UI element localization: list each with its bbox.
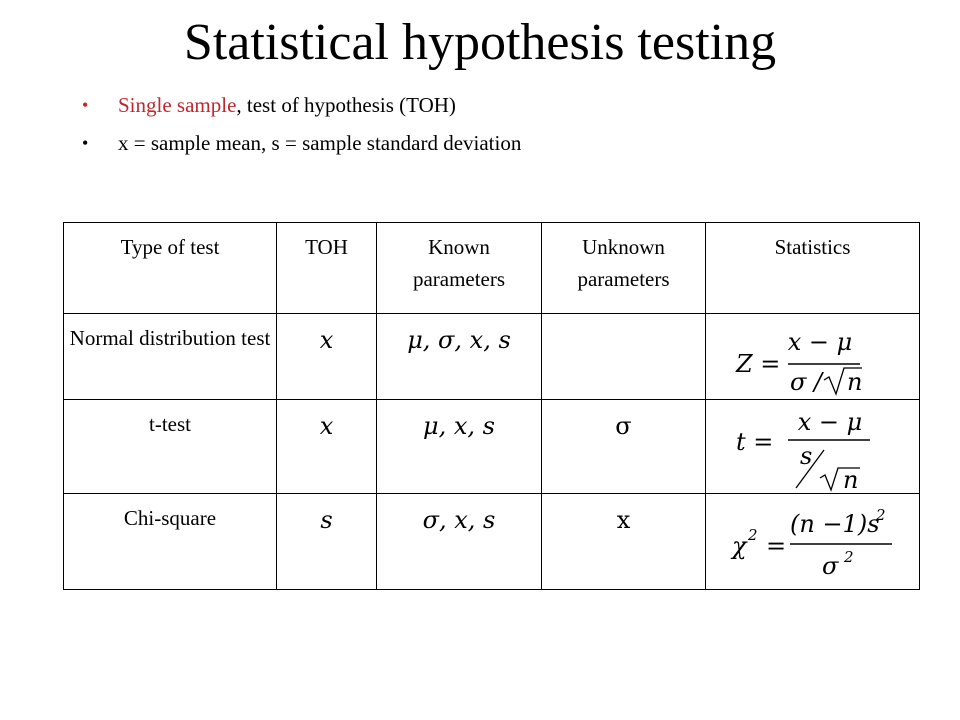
formula-root: n [847, 368, 863, 396]
bullet-dot: • [82, 95, 89, 115]
formula-num-superscript: 2 [876, 506, 886, 524]
cell-unknown [542, 400, 706, 494]
cell-test-type: Chi-square [64, 494, 277, 590]
toh-symbol: x [319, 412, 334, 440]
toh-symbol: s [320, 506, 333, 534]
header-known-parameters: Known parameters [377, 223, 542, 314]
formula-lhs: t = [736, 428, 774, 456]
cell-unknown [542, 494, 706, 590]
formula-denominator: σ [822, 552, 839, 580]
bullet-item [82, 86, 521, 124]
cell-toh [277, 314, 377, 400]
hypothesis-test-table [63, 222, 920, 590]
bullet-text: x = sample mean, s = sample standard deviation [118, 131, 522, 155]
bullet-accent-text: Single sample [118, 93, 237, 117]
chi-square-formula [710, 502, 920, 588]
page-title: Statistical hypothesis testing [183, 14, 777, 71]
formula-den-top: s [800, 442, 813, 470]
cell-known [377, 314, 542, 400]
header-unknown-parameters: Unknown parameters [542, 223, 706, 314]
formula-den-superscript: 2 [844, 548, 854, 566]
table-row [64, 314, 920, 400]
bullet-list [82, 86, 521, 162]
bullet-text: , test of hypothesis (TOH) [236, 93, 456, 117]
toh-symbol: x [319, 326, 334, 354]
cell-known [377, 400, 542, 494]
cell-statistics [706, 494, 920, 590]
formula-equals: = [766, 532, 787, 560]
formula-root: n [843, 466, 859, 492]
formula-numerator: x − μ [797, 408, 863, 436]
cell-unknown [542, 314, 706, 400]
formula-denominator: σ / [790, 368, 823, 396]
table-row [64, 400, 920, 494]
unknown-params: σ [615, 412, 632, 440]
formula-lhs-superscript: 2 [748, 526, 758, 544]
formula-numerator: (n −1)s [790, 510, 880, 538]
t-statistic-formula [710, 408, 920, 492]
table-header-row [64, 223, 920, 314]
formula-lhs: Z = [736, 350, 781, 378]
formula-numerator: x − μ [787, 328, 853, 356]
bullet-item [82, 124, 521, 162]
unknown-params: x [616, 506, 631, 534]
bullet-dot: • [82, 133, 89, 153]
known-params: σ, x, s [422, 506, 496, 534]
known-params: μ, x, s [423, 412, 495, 440]
cell-test-type: t-test [64, 400, 277, 494]
cell-known [377, 494, 542, 590]
cell-statistics [706, 400, 920, 494]
cell-toh [277, 494, 377, 590]
header-type-of-test: Type of test [64, 223, 277, 314]
cell-toh [277, 400, 377, 494]
header-toh: TOH [277, 223, 377, 314]
table-row [64, 494, 920, 590]
header-statistics: Statistics [706, 223, 920, 314]
z-statistic-formula [710, 322, 920, 398]
formula-lhs-symbol: χ [732, 532, 747, 560]
known-params: μ, σ, x, s [407, 326, 511, 354]
cell-test-type: Normal distribution test [64, 314, 277, 400]
cell-statistics [706, 314, 920, 400]
